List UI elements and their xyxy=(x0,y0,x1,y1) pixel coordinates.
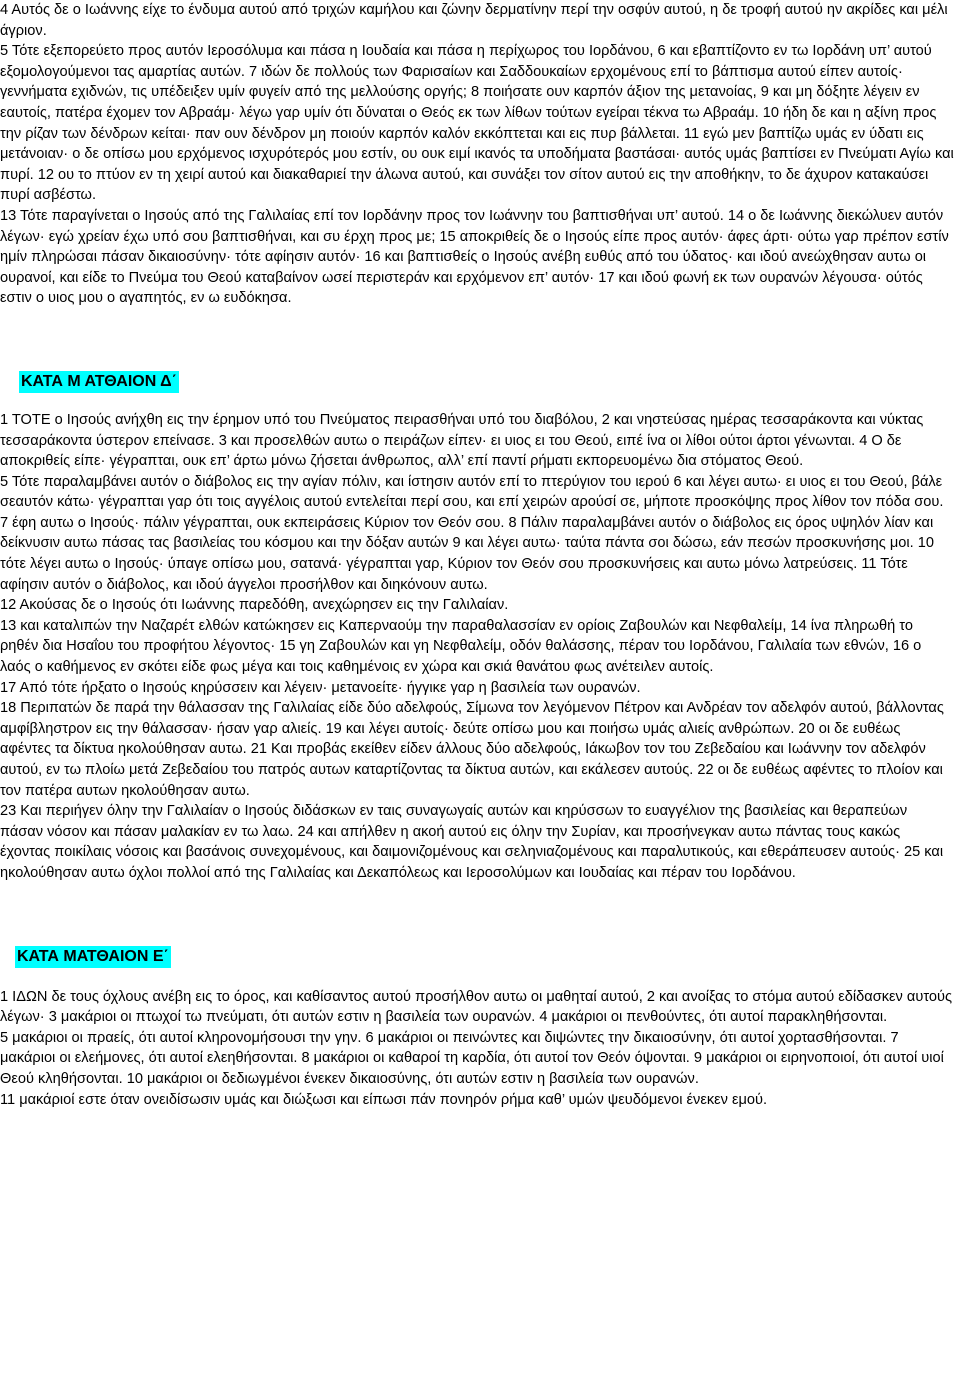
paragraph: 5 Τότε παραλαμβάνει αυτόν ο διάβολος εις την αγίαν πόλιν, και ίστησιν αυτόν επί το πτερύγιον του ιερού 6 και λέγει αυτω· ει υιος ει του Θεού, βάλε σεαυτόν κάτω· γέγραπται γαρ ότι τοις αγγέλοις αυτού εντελείται περί σου, και επί χειρών αρούσί σε, μήποτε προσκόψης προς λίθον τον πόδα σου. 7 έφη αυτω ο Ιησούς· πάλιν γέγραπται, ουκ εκπειράσεις Κύριον τον Θεόν σου. 8 Πάλιν παραλαμβάνει αυτόν ο διάβολος εις όρος υψηλόν λίαν και δείκνυσιν αυτω πάσας τας βασιλείας του κόσμου και την δόξαν αυτών 9 και λέγει αυτω· ταύτα πάντα σοι δώσω, εάν πεσών προσκυνήσης μοι. 10 τότε λέγει αυτω ο Ιησούς· ύπαγε οπίσω μου, σατανά· γέγραπται γαρ, Κύριον τον Θεόν σου προσκυνήσεις και αυτω μόνω λατρεύσεις. 11 Τότε αφίησιν αυτόν ο διάβολος, και ιδού άγγελοι προσήλθον και διηκόνουν αυτω. xyxy=(0,473,944,593)
paragraph: 13 και καταλιπών την Ναζαρέτ ελθών κατώκησεν εις Καπερναούμ την παραθαλασσίαν εν ορίοις Ζαβουλών και Νεφθαλείμ, 14 ίνα πληρωθή το ρηθέν δια Ησαΐου του προφήτου λέγοντος· 15 γη Ζαβουλών και γη Νεφθαλείμ, οδόν θαλάσσης, πέραν του Ιορδάνου, Γαλιλαία των εθνών, 16 ο λαός ο καθήμενος εν σκότει είδε φως μέγα και τοις καθημένοις εν χώρα και σκιά θανάτου φως ανέτειλεν αυτοίς. xyxy=(0,617,922,676)
chapter-heading: ΚΑΤΑ ΜΑΤΘΑΙΟΝ Ε΄ xyxy=(15,946,171,968)
chapter-heading: ΚΑΤΑ Μ ΑΤΘΑΙΟΝ Δ΄ xyxy=(19,371,179,393)
section-chapter-4 xyxy=(0,371,954,884)
paragraph: 18 Περιπατών δε παρά την θάλασσαν της Γαλιλαίας είδε δύο αδελφούς, Σίμωνα τον λεγόμενον Πέτρον και Ανδρέαν τον αδελφόν αυτού, βάλλοντας αμφίβληστρον εις την θάλασσαν· ήσαν γαρ αλιείς. 19 και λέγει αυτοίς· δεύτε οπίσω μου και ποιήσω υμάς αλιείς ανθρώπων. 20 οι δε ευθέως αφέντες τα δίκτυα ηκολούθησαν αυτω. 21 Και προβάς εκείθεν είδεν άλλους δύο αδελφούς, Ιάκωβον τον του Ζεβεδαίου και Ιωάννην τον αδελφόν αυτού, εν τω πλοίω μετά Ζεβεδαίου του πατρός αυτων καταρτίζοντας τα δίκτυα αυτών, και εκάλεσεν αυτούς. 22 οι δε ευθέως αφέντες το πλοίον και τον πατέρα αυτων ηκολούθησαν αυτω. xyxy=(0,700,944,799)
paragraph: 17 Από τότε ήρξατο ο Ιησούς κηρύσσειν και λέγειν· μετανοείτε· ήγγικε γαρ η βασιλεία των ουρανών. xyxy=(0,679,641,696)
paragraph: 5 μακάριοι οι πραείς, ότι αυτοί κληρονομήσουσι την γην. 6 μακάριοι οι πεινώντες και διψώντες την δικαιοσύνην, ότι αυτοί χορτασθήσονται. 7 μακάριοι οι ελεήμονες, ότι αυτοί ελεηθήσονται. 8 μακάριοι οι καθαροί τη καρδία, ότι αυτοί τον Θεόν όψονται. 9 μακάριοι οι ειρηνοποιοί, ότι αυτοί υιοί Θεού κληθήσονται. 10 μακάριοι οι δεδιωγμένοι ένεκεν δικαιοσύνης, ότι αυτών εστιν η βασιλεία των ουρανών. xyxy=(0,1029,944,1087)
paragraph: 12 Ακούσας δε ο Ιησούς ότι Ιωάννης παρεδόθη, ανεχώρησεν εις την Γαλιλαίαν. xyxy=(0,597,509,614)
spacer xyxy=(0,309,954,371)
paragraph: 4 Αυτός δε ο Ιωάννης είχε το ένδυμα αυτού από τριχών καμήλου και ζώνην δερματίνην περί την οσφύν αυτού, η δε τροφή αυτού ην ακρίδες και μέλι άγριον. xyxy=(0,2,948,39)
chapter-heading-wrap xyxy=(19,371,954,393)
chapter-heading-wrap xyxy=(15,946,954,968)
paragraph: 1 ΙΔΩΝ δε τους όχλους ανέβη εις το όρος, και καθίσαντος αυτού προσήλθον αυτω οι μαθηταί αυτού, 2 και ανοίξας το στόμα αυτού εδίδασκεν αυτούς λέγων· 3 μακάριοι οι πτωχοί τω πνεύματι, ότι αυτών εστιν η βασιλεία των ουρανών. 4 μακάριοι οι πενθούντες, ότι αυτοί παρακληθήσονται. xyxy=(0,988,953,1026)
spacer xyxy=(0,393,954,410)
paragraph: 13 Τότε παραγίνεται ο Ιησούς από της Γαλιλαίας επί τον Ιορδάνην προς τον Ιωάννην του βαπτισθήναι υπ’ αυτού. 14 ο δε Ιωάννης διεκώλυεν αυτόν λέγων· εγώ χρείαν έχω υπό σου βαπτισθήναι, και συ έρχη προς με; 15 αποκριθείς δε ο Ιησούς είπε προς αυτόν· άφες άρτι· ούτω γαρ πρέπον εστίν ημίν πληρώσαι πάσαν δικαιοσύνην· τότε αφίησιν αυτόν· 16 και βαπτισθείς ο Ιησούς ανέβη ευθύς από του ύδατος· και ιδού ανεώχθησαν αυτω οι ουρανοί, και είδε το Πνεύμα του Θεού καταβαίνον ωσεί περιστεράν και ερχόμενον επ’ αυτόν· 17 και ιδού φωνή εκ των ουρανών λέγουσα· ούτός εστιν ο υιος μου ο αγαπητός, εν ω ευδόκησα. xyxy=(0,207,949,307)
section-chapter-3-end xyxy=(0,0,954,309)
spacer xyxy=(0,968,954,987)
spacer xyxy=(0,884,954,946)
section-chapter-5 xyxy=(0,946,954,1111)
paragraph: 1 ΤΟΤΕ ο Ιησούς ανήχθη εις την έρημον υπό του Πνεύματος πειρασθήναι υπό του διαβόλου, 2 και νηστεύσας ημέρας τεσσαράκοντα και νύκτας τεσσαράκοντα ύστερον επείνασε. 3 και προσελθών αυτω ο πειράζων είπεν· ει υιος ει του Θεού, ειπέ ίνα οι λίθοι ούτοι άρτοι γένωνται. 4 Ο δε αποκριθείς είπε· γέγραπται, ουκ επ’ άρτω μόνω ζήσεται άνθρωπος, αλλ’ επί παντί ρήματι εκπορευομένω δια στόματος Θεού. xyxy=(0,411,924,470)
paragraph: 23 Και περιήγεν όλην την Γαλιλαίαν ο Ιησούς διδάσκων εν ταις συναγωγαίς αυτών και κηρύσσων το ευαγγέλιον της βασιλείας και θεραπεύων πάσαν νόσον και πάσαν μαλακίαν εν τω λαω. 24 και απήλθεν η ακοή αυτού εις όλην την Συρίαν, και προσήνεγκαν αυτω πάντας τους κακώς έχοντας ποικίλαις νόσοις και βασάνοις συνεχομένους, και δαιμονιζομένους και σεληνιαζομένους και παραλυτικούς, και εθεράπευσεν αυτούς· 25 και ηκολούθησαν αυτω όχλοι πολλοί από της Γαλιλαίας και Δεκαπόλεως και Ιεροσολύμων και Ιουδαίας και πέραν του Ιορδάνου. xyxy=(0,803,944,881)
paragraph: 5 Τότε εξεπορεύετο προς αυτόν Ιεροσόλυμα και πάσα η Ιουδαία και πάσα η περίχωρος του Ιορδάνου, 6 και εβαπτίζοντο εν τω Ιορδάνη υπ’ αυτού εξομολογούμενοι τας αμαρτίας αυτών. 7 ιδών δε πολλούς των Φαρισαίων και Σαδδουκαίων ερχομένους επί το βάπτισμα αυτού είπεν αυτοίς· γεννήματα εχιδνών, τις υπέδειξεν υμίν φυγείν από της μελλούσης οργής; 8 ποιήσατε ουν καρπόν άξιον της μετανοίας, 9 και μη δόξητε λέγειν εν εαυτοίς, πατέρα έχομεν τον Αβραάμ· λέγω γαρ υμίν ότι δύναται ο Θεός εκ των λίθων τούτων εγείραι τέκνα τω Αβραάμ. 10 ήδη δε και η αξίνη προς την ρίζαν των δένδρων κείται· παν ουν δένδρον μη ποιούν καρπόν καλόν εκκόπτεται και εις πυρ βάλλεται. 11 εγώ μεν βαπτίζω υμάς εν ύδατι εις μετάνοιαν· ο δε οπίσω μου ερχόμενος ισχυρότερός μου εστίν, ου ουκ ειμί ικανός τα υποδήματα βαστάσαι· αυτός υμάς βαπτίσει εν Πνεύματι Αγίω και πυρί. 12 ου το πτύον εν τη χειρί αυτού και διακαθαριεί την άλωνα αυτού, και συνάξει τον σίτον αυτού εις την αποθήκην, το δε άχυρον κατακαύσει πυρί ασβέστω. xyxy=(0,43,954,204)
paragraph: 11 μακάριοί εστε όταν ονειδίσωσιν υμάς και διώξωσι και είπωσι πάν πονηρόν ρήμα καθ’ υμών ψευδόμενοι ένεκεν εμού. xyxy=(0,1091,768,1108)
